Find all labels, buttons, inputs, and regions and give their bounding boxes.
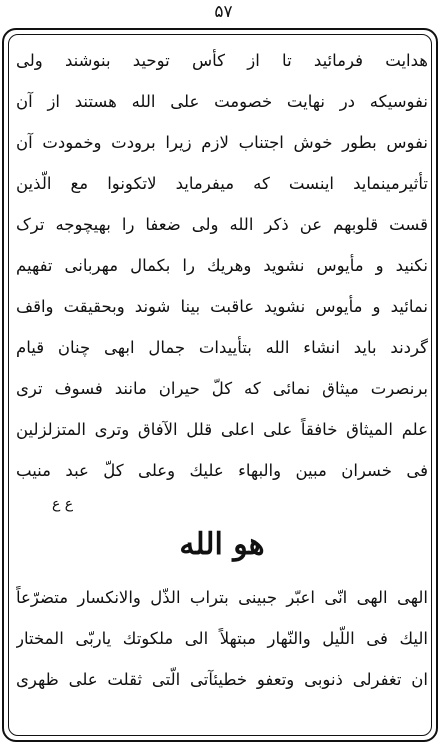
- text-line: نمائید و مأیوس نشوید عاقبت بینا شوند وبحقیقت واقف: [16, 297, 428, 316]
- page-body: [16, 40, 428, 700]
- text-line: نکنید و مأیوس نشوید وهریك را بکمال مهربانی تفهیم: [16, 256, 428, 275]
- text-line: الیك فی اللّیل والنّهار مبتهلاً الی ملکوتك یاربّی المختار: [16, 629, 428, 648]
- text-line: نفوس بطور خوش اجتناب لازم زیرا برودت وخمودت آن: [16, 133, 428, 152]
- text-line: فی خسران مبین والبهاء علیك وعلی کلّ عبد منیب: [16, 461, 428, 480]
- text-line: الهی الهی انّی اعبّر جبینی بتراب الذّل والانکسار متضرّعاً: [16, 588, 428, 607]
- tablet-text: [16, 40, 428, 517]
- text-line: هدایت فرمائید تا از کأس توحید بنوشند ولی: [16, 51, 428, 70]
- signature: ع ع: [52, 496, 74, 512]
- section-heading: هو الله: [179, 527, 265, 562]
- text-line: گردند باید انشاء الله بتأییدات جمال ابهی چنان قیام: [16, 338, 428, 357]
- text-line: برنصرت میثاق نمائی که کلّ حیران مانند فسوف تری: [16, 379, 428, 398]
- text-line: علم المیثاق خافقاً علی اعلی قلل الآفاق وتری المتزلزلین: [16, 420, 428, 439]
- page-number: ۵۷: [214, 2, 233, 22]
- prayer-text: [16, 577, 428, 700]
- text-line: ان تغفرلی ذنوبی وتعفو خطیئآتی الّتی ثقلت علی ظهری: [16, 670, 428, 689]
- text-line: قست قلوبهم عن ذکر الله ولی ضعفا را بهیچوجه ترک: [16, 215, 428, 234]
- text-line: تأثیرمینماید اینست که میفرماید لاتکونوا مع الّذین: [16, 174, 428, 193]
- text-line: نفوسیکه در نهایت خصومت علی الله هستند از آن: [16, 92, 428, 111]
